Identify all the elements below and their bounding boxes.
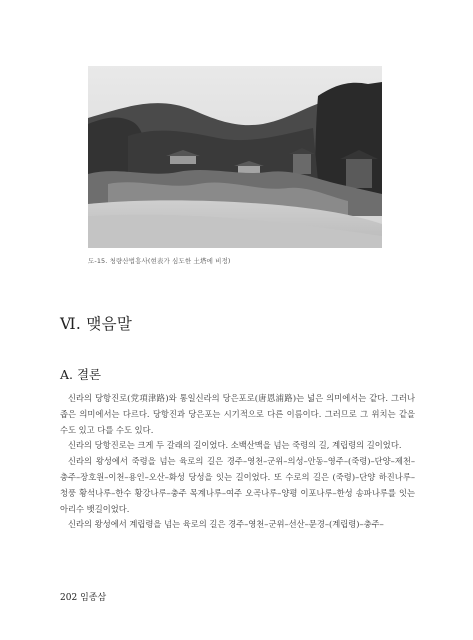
page-footer bbox=[60, 590, 106, 603]
paragraph: 신라의 왕성에서 계립령을 넘는 육로의 길은 경주–영천–군위–선산–문경–(계립령)–충주– bbox=[68, 519, 384, 530]
paragraph: 신라의 당항진로는 크게 두 갈래의 길이었다. 소백산맥을 넘는 죽령의 길, 계립령의 길이었다. bbox=[68, 440, 402, 451]
paragraph: 신라의 당항진로(党項津路)와 통일신라의 당은포로(唐恩浦路)는 넓은 의미에서는 같다. 그러나 좁은 의미에서는 다르다. 당항진과 당은포는 시기적으로 다른 이름이다. 그러므로 그 위치는 같을 수도 있고 다를 수도 있다. bbox=[60, 393, 415, 435]
figure-caption: 도-15. 청량산법흥사(현表가 심도한 土塔에 비정) bbox=[88, 257, 231, 265]
page-number: 202 bbox=[60, 593, 78, 603]
temple-photo bbox=[88, 66, 382, 248]
chapter-heading: Ⅵ. 맺음말 bbox=[60, 315, 133, 333]
section-heading: A. 결론 bbox=[60, 367, 102, 382]
paragraph: 신라의 왕성에서 죽령을 넘는 육로의 길은 경주–영천–군위–의성–안동–영주–(죽령)–단양–제천–충주–장호원–이천–용인–오산–화성 당성을 잇는 길이었다. 또 수로의 길은 (죽령)–단양 하진나루–청풍 황석나루–한수 황강나루–충주 목계나루–여주 오곡나루–양평 이포나루–한성 송파나루를 잇는 아리수 뱃길이었다. bbox=[60, 456, 415, 514]
author-name: 임종삼 bbox=[80, 593, 107, 603]
body-text bbox=[60, 391, 415, 533]
temple-landscape-image bbox=[88, 66, 382, 248]
